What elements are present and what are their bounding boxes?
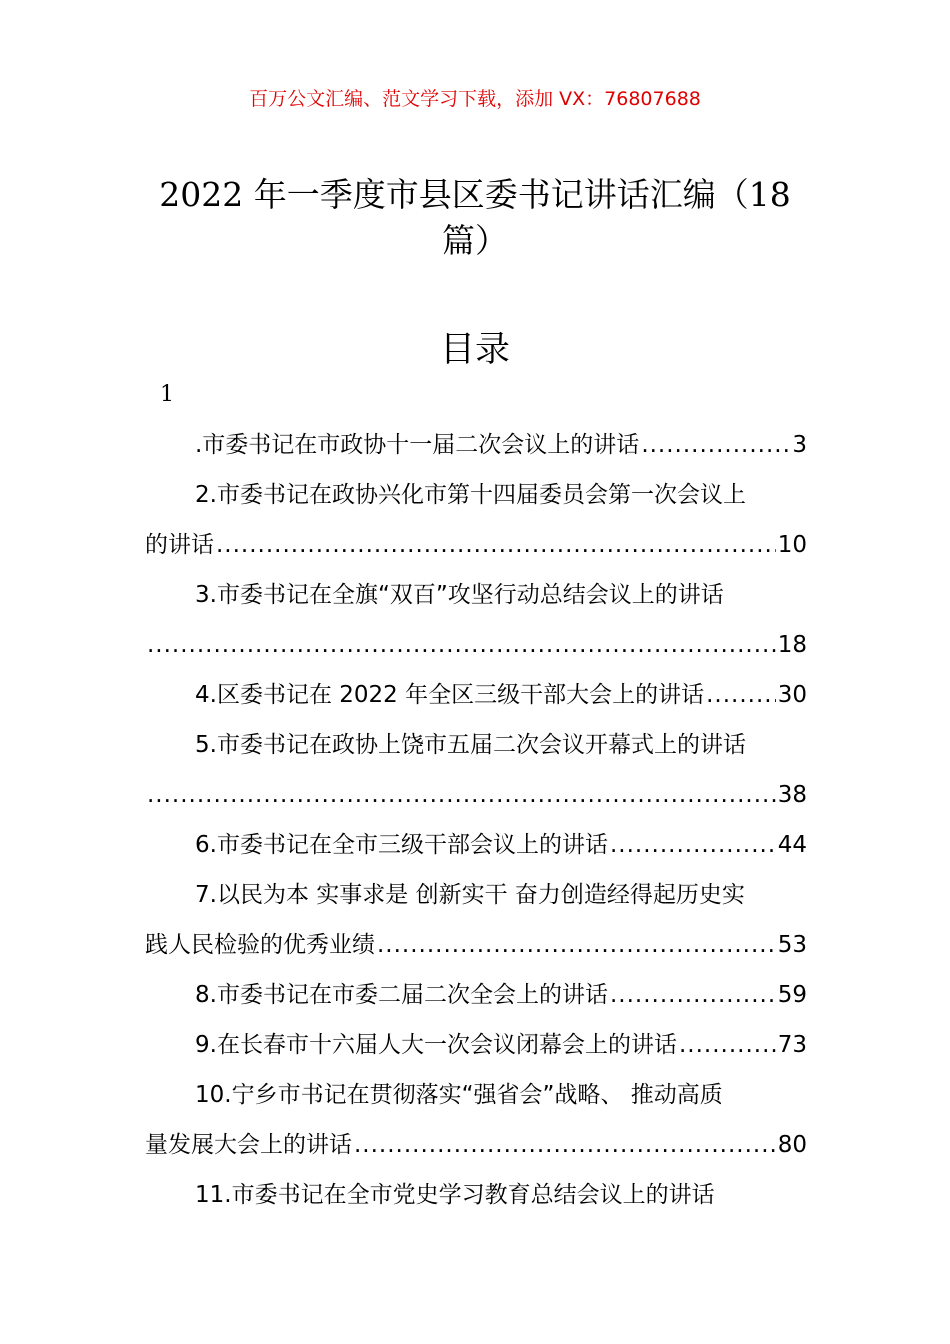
toc-leader-dots	[641, 420, 790, 470]
toc-entry-title: 9.在长春市十六届人大一次会议闭幕会上的讲话	[195, 1032, 677, 1058]
toc-entry[interactable]	[145, 1020, 807, 1070]
document-title-line-2: 篇）	[442, 221, 508, 260]
toc-leader-dots	[679, 1020, 776, 1070]
toc-entry-title: 10.宁乡市书记在贯彻落实“强省会”战略、 推动高质	[195, 1082, 723, 1108]
toc-entry-title: 11.市委书记在全市党史学习教育总结会议上的讲话	[195, 1182, 715, 1208]
toc-heading: 目录	[439, 330, 510, 370]
toc-entry-title: 5.市委书记在政协上饶市五届二次会议开幕式上的讲话	[195, 732, 746, 758]
toc-entry-continuation[interactable]	[145, 620, 807, 670]
toc-entry-title: .市委书记在市政协十一届二次会议上的讲话	[195, 432, 640, 458]
toc-entry[interactable]	[145, 1070, 807, 1120]
document-title	[140, 172, 810, 264]
toc-leader-dots	[377, 920, 776, 970]
toc-entry-title-continued: 的讲话	[145, 532, 214, 558]
toc-leader-dots	[216, 520, 776, 570]
toc-leader-dots	[147, 770, 776, 820]
toc-entry-title-continued: 量发展大会上的讲话	[145, 1132, 352, 1158]
toc-entry-page: 38	[777, 782, 807, 808]
table-of-contents	[145, 420, 807, 1220]
toc-entry[interactable]	[145, 1170, 807, 1220]
orphan-number: 1	[160, 382, 174, 407]
toc-leader-dots	[610, 970, 776, 1020]
toc-leader-dots	[706, 670, 776, 720]
toc-entry-page: 80	[777, 1132, 807, 1158]
toc-entry-title: 3.市委书记在全旗“双百”攻坚行动总结会议上的讲话	[195, 582, 724, 608]
toc-entry-continuation[interactable]	[145, 770, 807, 820]
toc-entry[interactable]	[145, 670, 807, 720]
toc-entry-page: 73	[777, 1032, 807, 1058]
toc-entry-title: 4.区委书记在 2022 年全区三级干部大会上的讲话	[195, 682, 705, 708]
toc-entry-page: 18	[777, 632, 807, 658]
toc-entry[interactable]	[145, 420, 807, 470]
toc-leader-dots	[610, 820, 776, 870]
toc-entry[interactable]	[145, 470, 807, 520]
toc-entry-page: 3	[792, 432, 807, 458]
toc-entry-page: 53	[777, 932, 807, 958]
toc-entry[interactable]	[145, 720, 807, 770]
toc-entry-title: 2.市委书记在政协兴化市第十四届委员会第一次会议上	[195, 482, 746, 508]
toc-entry-page: 10	[777, 532, 807, 558]
toc-entry-title: 6.市委书记在全市三级干部会议上的讲话	[195, 832, 608, 858]
toc-entry-continuation[interactable]	[145, 920, 807, 970]
header-note: 百万公文汇编、范文学习下载，添加 VX：76807688	[249, 88, 701, 110]
toc-entry[interactable]	[145, 570, 807, 620]
toc-entry-title: 7.以民为本 实事求是 创新实干 奋力创造经得起历史实	[195, 882, 745, 908]
document-title-line-1: 2022 年一季度市县区委书记讲话汇编（18	[159, 175, 791, 214]
toc-entry[interactable]	[145, 820, 807, 870]
toc-entry-page: 30	[777, 682, 807, 708]
toc-entry-page: 59	[777, 982, 807, 1008]
toc-entry[interactable]	[145, 970, 807, 1020]
toc-entry-title-continued: 践人民检验的优秀业绩	[145, 932, 375, 958]
toc-entry-continuation[interactable]	[145, 520, 807, 570]
toc-entry-continuation[interactable]	[145, 1120, 807, 1170]
toc-leader-dots	[354, 1120, 776, 1170]
toc-entry-title: 8.市委书记在市委二届二次全会上的讲话	[195, 982, 608, 1008]
toc-entry[interactable]	[145, 870, 807, 920]
toc-leader-dots	[147, 620, 776, 670]
toc-entry-page: 44	[777, 832, 807, 858]
